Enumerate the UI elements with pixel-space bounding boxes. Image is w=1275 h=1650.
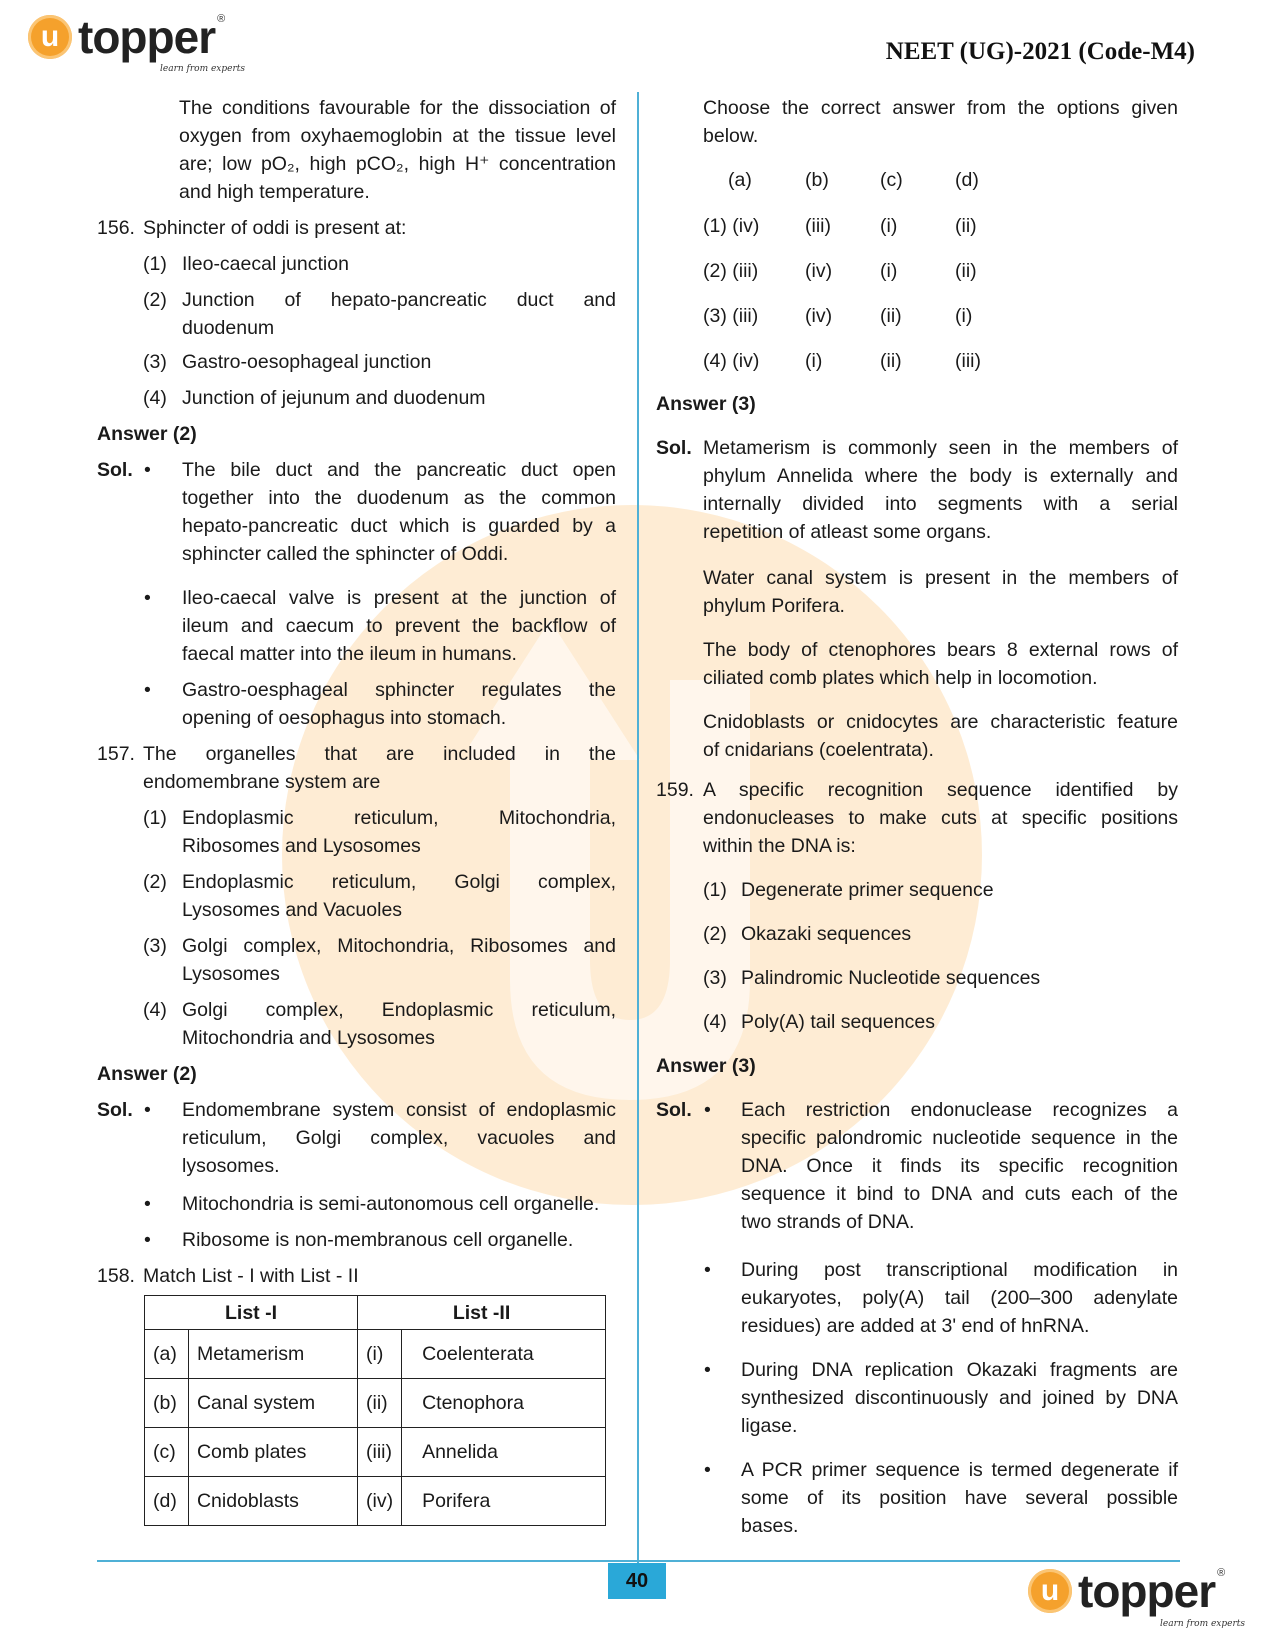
question-text: The organelles that are included in the	[143, 743, 616, 765]
grid-cell: (1) (iv)	[703, 215, 760, 237]
answer-label: Answer (3)	[656, 393, 756, 415]
solution-text: together into the duodenum as the common	[182, 487, 616, 509]
logo-u-icon: u	[1028, 1569, 1072, 1613]
solution-text: Cnidoblasts or cnidocytes are characteristic feature	[703, 711, 1178, 733]
list2-value: Annelida	[402, 1428, 606, 1477]
solution-text: Endomembrane system consist of endoplasmic	[182, 1099, 616, 1121]
solution-text: opening of oesophagus into stomach.	[182, 707, 507, 729]
solution-text: eukaryotes, poly(A) tail (200–300 adenylate	[741, 1287, 1178, 1309]
bullet-icon: •	[144, 1099, 151, 1121]
solution-text: faecal matter into the ileum in humans.	[182, 643, 517, 665]
option-number: (2)	[143, 871, 167, 893]
solution-label: Sol.	[97, 459, 133, 481]
option-text: Junction of hepato-pancreatic duct and	[182, 289, 616, 311]
grid-cell: (2) (iii)	[703, 260, 759, 282]
grid-cell: (iii)	[805, 215, 831, 237]
bullet-icon: •	[144, 587, 151, 609]
solution-text: A PCR primer sequence is termed degenerate if	[741, 1459, 1178, 1481]
logo-registered: ®	[1217, 1567, 1226, 1579]
list1-key: (c)	[145, 1428, 189, 1477]
solution-text: some of its position have several possible	[741, 1487, 1178, 1509]
option-number: (2)	[703, 923, 727, 945]
solution-text: sphincter called the sphincter of Oddi.	[182, 543, 509, 565]
list1-value: Canal system	[188, 1379, 357, 1428]
option-text: Ribosomes and Lysosomes	[182, 835, 421, 857]
question-number: 158.	[97, 1265, 135, 1287]
list2-value: Ctenophora	[402, 1379, 606, 1428]
grid-cell: (iii)	[955, 350, 981, 372]
solution-text: reticulum, Golgi complex, vacuoles and	[182, 1127, 616, 1149]
solution-text: The body of ctenophores bears 8 external rows of	[703, 639, 1178, 661]
question-text: A specific recognition sequence identified by	[703, 779, 1178, 801]
solution-text: ileum and caecum to prevent the backflow of	[182, 615, 616, 637]
solution-text: lysosomes.	[182, 1155, 280, 1177]
solution-text: two strands of DNA.	[741, 1211, 915, 1233]
list1-value: Cnidoblasts	[188, 1477, 357, 1526]
question-text: within the DNA is:	[703, 835, 856, 857]
option-text: Lysosomes	[182, 963, 280, 985]
bullet-icon: •	[144, 1229, 151, 1251]
option-text: duodenum	[182, 317, 275, 339]
option-text: Endoplasmic reticulum, Mitochondria,	[182, 807, 616, 829]
solution-text: DNA. Once it finds its specific recognition	[741, 1155, 1178, 1177]
list1-value: Metamerism	[188, 1330, 357, 1379]
option-number: (2)	[143, 289, 167, 311]
solution-text: Ileo-caecal valve is present at the junction of	[182, 587, 616, 609]
footer-logo	[1028, 1565, 1226, 1617]
solution-text: internally divided into segments with a serial	[703, 493, 1178, 515]
solution-text: synthesized discontinuously and joined by DNA	[741, 1387, 1178, 1409]
list2-key: (i)	[358, 1330, 402, 1379]
instruction-text: Choose the correct answer from the options given	[703, 97, 1178, 119]
list2-key: (iv)	[358, 1477, 402, 1526]
solution-text: During DNA replication Okazaki fragments are	[741, 1359, 1178, 1381]
solution-text: Mitochondria is semi-autonomous cell organelle.	[182, 1193, 600, 1215]
solution-text: of cnidarians (coelentrata).	[703, 739, 934, 761]
solution-text: specific palondromic nucleotide sequence in the	[741, 1127, 1178, 1149]
grid-cell: (4) (iv)	[703, 350, 760, 372]
solution-text: bases.	[741, 1515, 799, 1537]
intro-line: are; low pO₂, high pCO₂, high H⁺ concentration	[179, 153, 616, 175]
grid-cell: (i)	[880, 215, 898, 237]
question-text: endonucleases to make cuts at specific positions	[703, 807, 1178, 829]
solution-label: Sol.	[656, 437, 692, 459]
grid-header: (a)	[728, 169, 752, 191]
table-row	[145, 1428, 606, 1477]
option-number: (4)	[143, 387, 167, 409]
list1-key: (d)	[145, 1477, 189, 1526]
option-text: Junction of jejunum and duodenum	[182, 387, 486, 409]
grid-cell: (3) (iii)	[703, 305, 759, 327]
solution-text: sequence it bind to DNA and cuts each of the	[741, 1183, 1178, 1205]
question-number: 156.	[97, 217, 135, 239]
option-number: (1)	[143, 807, 167, 829]
grid-cell: (ii)	[880, 350, 902, 372]
column-divider	[637, 92, 639, 1592]
answer-label: Answer (2)	[97, 423, 197, 445]
footer-line	[97, 1560, 1180, 1562]
bullet-icon: •	[704, 1099, 711, 1121]
solution-text: residues) are added at 3' end of hnRNA.	[741, 1315, 1090, 1337]
grid-cell: (ii)	[955, 215, 977, 237]
option-text: Endoplasmic reticulum, Golgi complex,	[182, 871, 616, 893]
option-text: Gastro-oesophageal junction	[182, 351, 432, 373]
logo-registered: ®	[217, 13, 226, 25]
list2-key: (ii)	[358, 1379, 402, 1428]
list1-value: Comb plates	[188, 1428, 357, 1477]
bullet-icon: •	[144, 1193, 151, 1215]
question-text: Sphincter of oddi is present at:	[143, 217, 407, 239]
bullet-icon: •	[704, 1359, 711, 1381]
option-text: Ileo-caecal junction	[182, 253, 349, 275]
bullet-icon: •	[144, 679, 151, 701]
option-text: Golgi complex, Mitochondria, Ribosomes and	[182, 935, 616, 957]
bullet-icon: •	[704, 1459, 711, 1481]
intro-line: and high temperature.	[179, 181, 370, 203]
solution-text: hepato-pancreatic duct which is guarded by a	[182, 515, 616, 537]
solution-text: ligase.	[741, 1415, 798, 1437]
list2-value: Porifera	[402, 1477, 606, 1526]
bullet-icon: •	[704, 1259, 711, 1281]
question-text: Match List - I with List - II	[143, 1265, 359, 1287]
logo-tagline: learn from experts	[1160, 1619, 1246, 1629]
option-number: (1)	[143, 253, 167, 275]
solution-text: phylum Porifera.	[703, 595, 845, 617]
solution-text: The bile duct and the pancreatic duct open	[182, 459, 616, 481]
option-text: Degenerate primer sequence	[741, 879, 994, 901]
table-row	[145, 1477, 606, 1526]
option-text: Lysosomes and Vacuoles	[182, 899, 403, 921]
match-table	[144, 1295, 606, 1526]
grid-cell: (i)	[880, 260, 898, 282]
option-text: Okazaki sequences	[741, 923, 912, 945]
instruction-text: below.	[703, 125, 759, 147]
exam-title: NEET (UG)-2021 (Code-M4)	[885, 38, 1195, 65]
grid-cell: (iv)	[805, 305, 833, 327]
list1-key: (a)	[145, 1330, 189, 1379]
list2-value: Coelenterata	[402, 1330, 606, 1379]
solution-text: Metamerism is commonly seen in the members of	[703, 437, 1178, 459]
grid-header: (d)	[955, 169, 979, 191]
option-number: (3)	[143, 351, 167, 373]
question-number: 159.	[656, 779, 694, 801]
question-text: endomembrane system are	[143, 771, 381, 793]
option-text: Poly(A) tail sequences	[741, 1011, 936, 1033]
solution-text: During post transcriptional modification in	[741, 1259, 1178, 1281]
solution-text: ciliated comb plates which help in locomotion.	[703, 667, 1098, 689]
table-row	[145, 1379, 606, 1428]
grid-cell: (i)	[955, 305, 973, 327]
solution-text: Water canal system is present in the members of	[703, 567, 1178, 589]
option-text: Mitochondria and Lysosomes	[182, 1027, 435, 1049]
header-logo	[28, 11, 226, 63]
option-number: (3)	[143, 935, 167, 957]
list2-header: List -II	[358, 1296, 606, 1330]
option-text: Palindromic Nucleotide sequences	[741, 967, 1041, 989]
solution-text: repetition of atleast some organs.	[703, 521, 992, 543]
logo-text: topper	[1078, 1565, 1216, 1617]
bullet-icon: •	[144, 459, 151, 481]
answer-label: Answer (3)	[656, 1055, 756, 1077]
intro-line: The conditions favourable for the dissociation of	[179, 97, 616, 119]
answer-label: Answer (2)	[97, 1063, 197, 1085]
page-number: 40	[608, 1563, 666, 1599]
solution-text: Each restriction endonuclease recognizes a	[741, 1099, 1178, 1121]
logo-u-icon: u	[28, 15, 72, 59]
solution-label: Sol.	[656, 1099, 692, 1121]
option-number: (1)	[703, 879, 727, 901]
question-number: 157.	[97, 743, 135, 765]
intro-line: oxygen from oxyhaemoglobin at the tissue level	[179, 125, 616, 147]
solution-text: phylum Annelida where the body is externally and	[703, 465, 1178, 487]
grid-cell: (ii)	[955, 260, 977, 282]
option-number: (3)	[703, 967, 727, 989]
logo-tagline: learn from experts	[160, 64, 246, 74]
solution-text: Ribosome is non-membranous cell organelle.	[182, 1229, 574, 1251]
list2-key: (iii)	[358, 1428, 402, 1477]
option-text: Golgi complex, Endoplasmic reticulum,	[182, 999, 616, 1021]
list1-key: (b)	[145, 1379, 189, 1428]
option-number: (4)	[143, 999, 167, 1021]
option-number: (4)	[703, 1011, 727, 1033]
list1-header: List -I	[145, 1296, 358, 1330]
grid-cell: (ii)	[880, 305, 902, 327]
table-row	[145, 1330, 606, 1379]
solution-text: Gastro-oesphageal sphincter regulates the	[182, 679, 616, 701]
grid-header: (b)	[805, 169, 829, 191]
grid-cell: (iv)	[805, 260, 833, 282]
logo-text: topper	[78, 11, 216, 63]
solution-label: Sol.	[97, 1099, 133, 1121]
grid-header: (c)	[880, 169, 903, 191]
grid-cell: (i)	[805, 350, 823, 372]
